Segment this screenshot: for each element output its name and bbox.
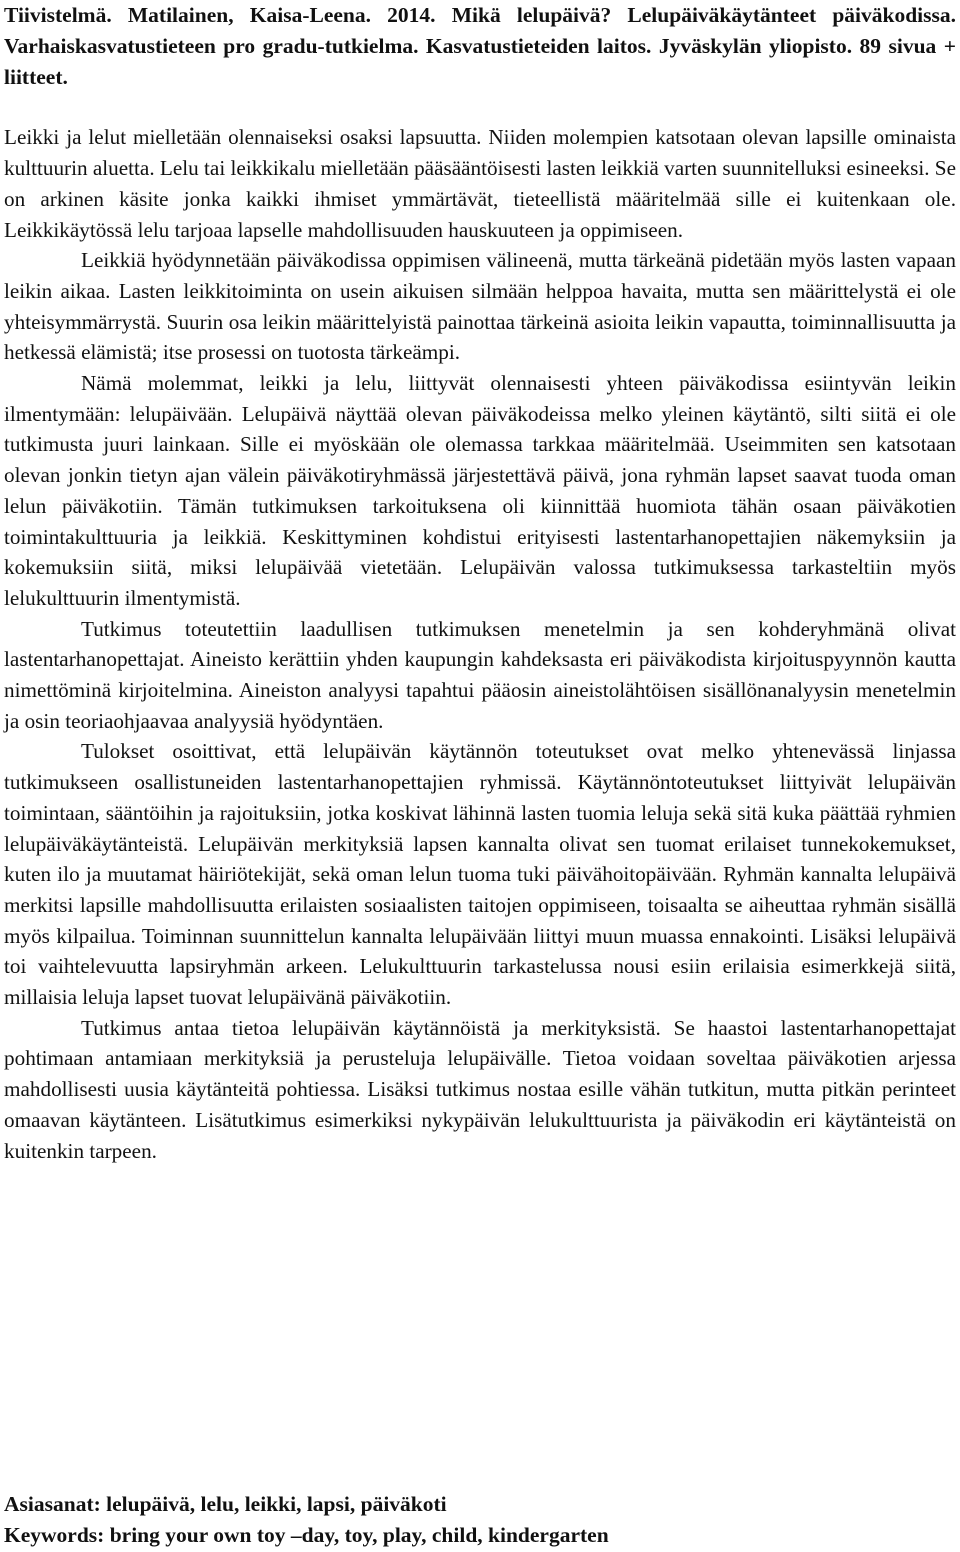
keywords-finnish: Asiasanat: lelupäivä, lelu, leikki, lapsi, päiväkoti (4, 1492, 447, 1516)
paragraph-5: Tulokset osoittivat, että lelupäivän käytännön toteutukset ovat melko yhtenevässä linjassa tutkimukseen osallistuneiden lastentarhanopettajien ryhmissä. Käytännöntoteutukset liittyivät lelupäivän toimintaan, sääntöihin ja rajoituksiin, jotka koskivat lähinnä lasten tuomia leluja sekä sitä kuka päättää ryhmien lelupäiväkäytänteistä. Lelupäivän merkityksiä lapsen kannalta olivat sen tuomat erilaiset tunnekokemukset, kuten ilo ja muutamat häiriötekijät, sekä oman lelun tuoma tuki päivähoitopäivään. Ryhmän kannalta lelupäivä merkitsi lapsille mahdollisuutta erilaisten sosiaalisten taitojen oppimiseen, toisaalta se aiheuttaa ryhmän sisällä myös kilpailua. Toiminnan suunnittelun kannalta lelupäivään liittyi muun muassa ennakointi. Lisäksi lelupäivä toi vaihtelevuutta lapsiryhmän arkeen. Lelukulttuurin tarkastelussa nousi esiin erilaisia esimerkkejä siitä, millaisia leluja lapset tuovat lelupäivänä päiväkotiin. (4, 739, 956, 1010)
paragraph-3: Nämä molemmat, leikki ja lelu, liittyvät olennaisesti yhteen päiväkodissa esiintyvän leikin ilmentymään: lelupäivään. Lelupäivä näyttää olevan päiväkodeissa melko yleinen käytäntö, silti siitä ei ole tutkimusta juuri lainkaan. Sille ei myöskään ole olemassa tarkkaa määritelmää. Useimmiten sen katsotaan olevan jonkin tietyn ajan välein päiväkotiryhmässä järjestettävä päivä, jona ryhmän lapset saavat tuoda oman lelun päiväkotiin. Tämän tutkimuksen tarkoituksena oli kiinnittää huomiota tähän osaan päiväkotien toimintakulttuuria ja leikkiä. Keskittyminen kohdistui erityisesti lastentarhanopettajien näkemyksiin ja kokemuksiin siitä, miksi lelupäivää vietetään. Lelupäivän valossa tutkimuksessa tarkasteltiin myös lelukulttuurin ilmentymistä. (4, 371, 956, 610)
paragraph-4: Tutkimus toteutettiin laadullisen tutkimuksen menetelmin ja sen kohderyhmänä olivat lastentarhanopettajat. Aineisto kerättiin yhden kaupungin kahdeksasta eri päiväkodista kirjoituspyynnön kautta nimettöminä kirjoitelmina. Aineiston analyysi tapahtui pääosin aineistolähtöisen sisällönanalyysin menetelmin ja osin teoriaohjaavaa analyysiä hyödyntäen. (4, 616, 956, 733)
paragraph-1: Leikki ja lelut mielletään olennaiseksi osaksi lapsuutta. Niiden molempien katsotaan olevan lapsille ominaista kulttuurin aluetta. Lelu tai leikkikalu mielletään pääsääntöisesti lasten leikkiä varten suunnitelluksi esineeksi. Se on arkinen käsite jonka kaikki ihmiset ymmärtävät, tieteellistä määritelmää sille ei kuitenkaan ole. Leikkikäytössä lelu tarjoaa lapselle mahdollisuuden hauskuuteen ja oppimiseen. (4, 125, 956, 242)
keywords-english: Keywords: bring your own toy –day, toy, play, child, kindergarten (4, 1523, 609, 1547)
paragraph-2: Leikkiä hyödynnetään päiväkodissa oppimisen välineenä, mutta tärkeänä pidetään myös lasten vapaan leikin aikaa. Lasten leikkitoiminta on usein aikuisen silmään helppoa havaita, mutta sen määrittelystä ei ole yhteisymmärrystä. Suurin osa leikin määrittelyistä painottaa tärkeinä asioita leikin vapautta, toiminnallisuutta ja hetkessä elämistä; itse prosessi on tuotosta tärkeämpi. (4, 248, 956, 365)
abstract-header: Tiivistelmä. Matilainen, Kaisa-Leena. 2014. Mikä lelupäivä? Lelupäiväkäytänteet päiväkodissa. Varhaiskasvatustieteen pro gradu-tutkielma. Kasvatustieteiden laitos. Jyväskylän yliopisto. 89 sivua + liitteet. (4, 3, 956, 89)
paragraph-6: Tutkimus antaa tietoa lelupäivän käytännöistä ja merkityksistä. Se haastoi lastentarhanopettajat pohtimaan antamiaan merkityksiä ja perusteluja lelupäivälle. Tietoa voidaan soveltaa päiväkotien arjessa mahdollisesti uusia käytänteitä pohtiessa. Lisäksi tutkimus nostaa esille vähän tutkitun, mutta pitkän perinteet omaavan käytänteen. Lisätutkimus esimerkiksi nykypäivän lelukulttuurista ja päiväkodin eri käytänteistä on kuitenkin tarpeen. (4, 1015, 956, 1163)
keywords-block (4, 1489, 956, 1551)
document-page (4, 0, 956, 1166)
